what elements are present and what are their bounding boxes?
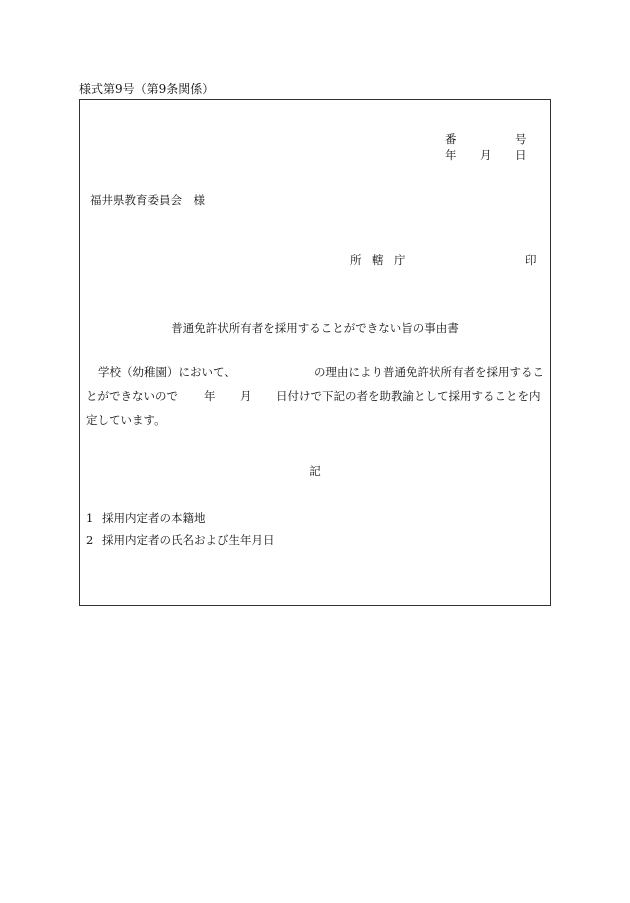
item-number: 1 xyxy=(86,511,94,525)
date-year-label: 年 xyxy=(445,148,457,162)
office-char-1: 所 xyxy=(350,253,362,267)
form-number-label: 様式第9号（第9条関係） xyxy=(79,82,215,96)
body-line-2 xyxy=(86,384,548,408)
body-line-3 xyxy=(86,408,548,432)
body-paragraph xyxy=(86,360,548,432)
item-label: 採用内定者の氏名および生年月日 xyxy=(102,533,275,547)
list-item xyxy=(86,510,206,526)
document-title: 普通免許状所有者を採用することができない旨の事由書 xyxy=(171,321,459,335)
body-line-2-end: 日付けで下記の者を助教諭として採用することを内 xyxy=(276,389,541,403)
date-day-label: 日 xyxy=(515,148,527,162)
seal-mark: 印 xyxy=(525,253,537,267)
number-suffix: 号 xyxy=(515,132,527,146)
number-label: 番 xyxy=(445,132,457,146)
document-frame xyxy=(79,99,551,606)
body-line-2-start: とができないので xyxy=(86,389,178,403)
addressee: 福井県教育委員会 様 xyxy=(90,193,205,207)
ki-heading: 記 xyxy=(309,464,321,478)
item-number: 2 xyxy=(86,533,94,547)
date-month-label: 月 xyxy=(480,148,492,162)
body-line-3-text: 定しています。 xyxy=(86,413,166,427)
list-item xyxy=(86,532,275,548)
body-line-1 xyxy=(86,360,548,384)
office-char-2: 轄 xyxy=(372,253,384,267)
body-line-2-year: 年 xyxy=(204,389,216,403)
body-line-1-start: 学校（幼稚園）において、 xyxy=(98,365,236,379)
office-char-3: 庁 xyxy=(394,253,406,267)
item-label: 採用内定者の本籍地 xyxy=(102,511,206,525)
body-line-1-end: の理由により普通免許状所有者を採用するこ xyxy=(314,365,544,379)
body-line-2-month: 月 xyxy=(240,389,252,403)
